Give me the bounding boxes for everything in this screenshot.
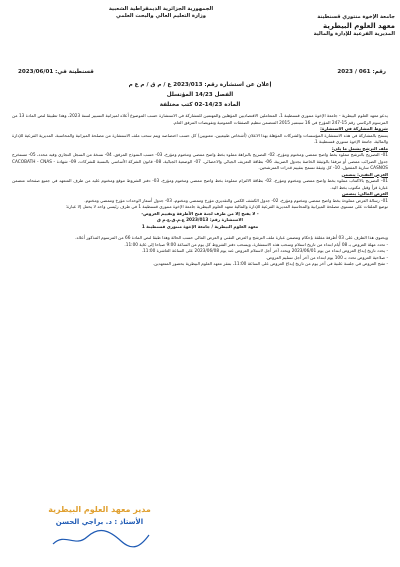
header-institution (245, 14, 395, 38)
chapter-title: الفصل 14/23 المؤنسلل (166, 92, 234, 98)
technical-offer-heading: العرض التقني: يتضمن (341, 172, 388, 178)
announcement-title: إعلان عن استشارة رقم: 2023/013 ع / م ق / م ع م (128, 82, 272, 88)
reference-number: رقم: 061 / 2023 (337, 69, 386, 75)
header-line-4: معهد العلوم البيطرية (323, 22, 395, 31)
envelope-line-3: معهد العلوم البيطرية / جامعة الإخوة منتوري قسنطينة 1 (141, 224, 259, 230)
deadline-paragraph: - تحدد مهلة العروض بـ 08 أيام ابتداء من تاريخ استلام وسحب هذه الاستشارة، ويسحب دفتر الشروط كل يوم من الساعة 9:00 صباحا إلى غاية 11:00. (124, 242, 388, 248)
envelope-line-2: الاستشارة رقم: 2023/013 ع.م.ق.ع.م ق (157, 218, 243, 223)
document-body (12, 114, 388, 269)
envelope-contents-paragraph: ويحتوي هذا الظرف على 03 أظرفة مغلقة بإحكام وتتضمن عبارة ملف الترشح و العرض التقني و العرض المالي حسب الحالة وهذا طبقا لنص المادة 66 من المرسوم المذكور أعلاه. (75, 236, 388, 241)
candidacy-heading: ملف الترشح يشمل ما يلي: (331, 146, 388, 152)
candidacy-list: 01- التصريح بالترشح مملوء بخط واضح ممضي ومختوم ومؤرخ، 02- التصريح بالنزاهة مملوء بخط واضح ممضي ومختوم ومؤرخ، 03- حسب النموذج المرفق، 04- نسخة من السجل التجاري وفيه محدد، 05- مستخرج جدول الضرائب ممضى أو مرفقا بالوثيقة الخاصة بجدول الضريبة، 06- بطاقة التعريف الجبائي والاحصائي، 07- الوضعية الجبائية، 08- قانون الشركة الأساسي بالنسبة للشركات، 09- شهادة CACOBATH - CNAS - CASNOS سارية المفعول، 10- كل وثيقة تسمح بتقييم قدرات المترشحين. (12, 153, 388, 171)
opening-paragraph: - تفتح العروض في جلسة علنية في آخر يوم من تاريخ إيداع العروض على الساعة 11:00، بمقر معهد العلوم البيطرية بحضور المتعهدين. (152, 262, 388, 267)
financial-offer-list: 01- رسالة العرض مملوءة بخط واضح ممضي ومختوم ومؤرخ، 02- جدول الكشف الكمي والتقديري مؤرخ وممضي ومختوم، 03- جدول أسعار الوحدات مؤرخ وممضي ومختوم. (84, 198, 388, 204)
validity-paragraph: - صلاحية العروض تحدد بـ 100 يوم ابتداء من آخر أجل تسليم العروض. (265, 255, 388, 261)
header-ministry (96, 6, 226, 20)
technical-offer-list: 01- التصريح بالاكتتاب مملوء بخط واضح ممضي ومختوم ومؤرخ، 02- بطاقة الالتزام مملوءة بخط واضح ممضي ومختوم ومؤرخ، 03- دفتر الشروط موقع ومختوم عليه من طرف المتعهد في جميع صفحاته متضمن عبارة قرأ وقبل مكتوب بخط اليد. (12, 179, 388, 191)
stamp-title: مدير معهد العلوم البيطرية (48, 505, 151, 514)
participation-heading: شروط المشاركة في الاستشارة: (320, 127, 388, 132)
header-line-5: المديرية الفرعية للإدارة والمالية (313, 31, 395, 38)
envelope-line-1: - لا يفتح إلا من طرف لجنة فتح الأظرفة وتقييم العروض- (141, 211, 259, 217)
intro-paragraph: يدعو معهد العلوم البيطرية - جامعة الإخوة منتوري قسنطينة 1، المتعاملين الاقتصاديين المؤهلين والمهتمين للمشاركة في الاستشارة حسب الموضوع أعلاه لميزانية التسيير لسنة 2023، وهذا تطبيقا لنص المادة 13 من المرسوم الرئاسي رقم 15-247 المؤرخ في 16 سبتمبر 2015 المتضمن تنظيم الصفقات العمومية وتفويضات المرفق العام. (12, 114, 388, 126)
article-title: المادة 14/23-02 كتب مختلفة (159, 102, 241, 108)
director-stamp (32, 505, 167, 563)
financial-offer-heading: العرض المالي: يتضمن (341, 192, 388, 197)
signature-mark (45, 528, 155, 550)
deposit-date-paragraph: - يحدد تاريخ إيداع العروض ابتداء من يوم 2023/06/01 ويحدد آخر أجل لاستلام العروض عند يوم 2023/06/08 على الساعة العاشرة 11:00. (141, 249, 388, 254)
participation-paragraph: يسمح بالمشاركة في هذه الاستشارة المؤسسات والشركات المؤهلة بهذا الاعلان (أشخاص طبيعيين، معنويين) كل حسب اختصاصه ويتم سحب ملف الاستشارة من مصلحة الميزانية والمحاسبة، المديرية الفرعية للإدارة والمالية، جامعة الإخوة منتوري قسنطينة 1. (12, 133, 388, 145)
header-line-3: جامعة الإخوة منتوري قسنطينة (317, 14, 395, 20)
header-line-2: وزارة التعليم العالي والبحث العلمي (116, 13, 206, 20)
reference-date: قسنطينة في: 2023/06/01 (18, 69, 94, 75)
submission-paragraph: توضع الملفات على مستوى مصلحة الميزانية والمحاسبة المديرية الفرعية للإدارة والمالية معهد العلوم البيطرية جامعة الإخوة منتوري قسنطينة 1 في ظرف رئيسي واحد لا يحمل إلا عبارة: (65, 205, 388, 210)
stamp-name: الأستاذ : د. براجي الحسن (55, 518, 144, 526)
header-line-1: الجمهورية الجزائرية الديمقراطية الشعبية (108, 6, 214, 12)
